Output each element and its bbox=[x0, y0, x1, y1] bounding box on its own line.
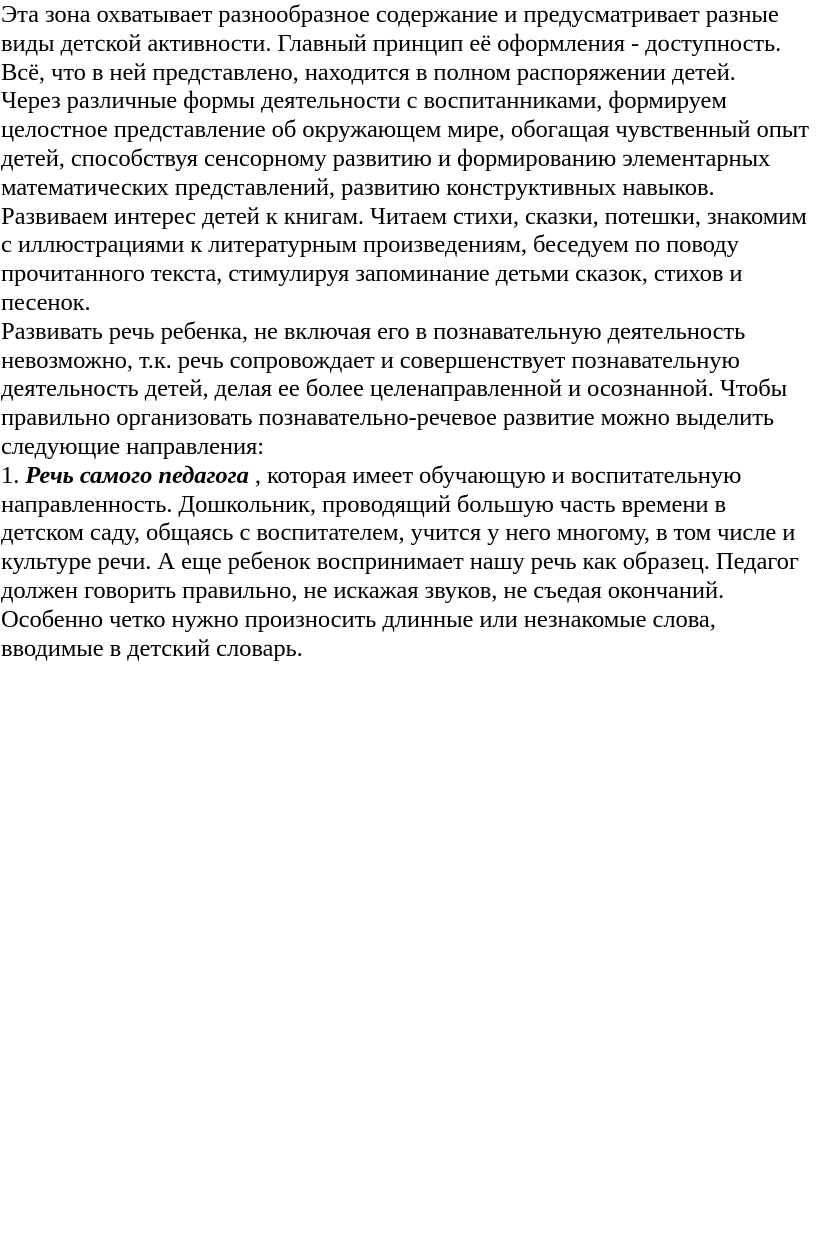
list-item-line: культуре речи. А еще ребенок воспринимает нашу речь как образец. Педагог bbox=[1, 548, 799, 576]
paragraph-2-line: Развивать речь ребенка, не включая его в познавательную деятельность bbox=[1, 317, 746, 345]
paragraph-2-line: невозможно, т.к. речь сопровождает и совершенствует познавательную bbox=[1, 346, 740, 374]
list-item-line: детском саду, общаясь с воспитателем, учится у него многому, в том числе и bbox=[1, 519, 796, 547]
list-number: 1. bbox=[1, 461, 26, 489]
paragraph-1-line: детей, способствуя сенсорному развитию и формированию элементарных bbox=[1, 144, 771, 172]
paragraph-1-line: с иллюстрациями к литературным произведениям, беседуем по поводу bbox=[1, 231, 739, 259]
list-item-line: должен говорить правильно, не искажая звуков, не съедая окончаний. bbox=[1, 576, 725, 604]
paragraph-1-line: Развиваем интерес детей к книгам. Читаем стихи, сказки, потешки, знакомим bbox=[1, 202, 807, 230]
paragraph-1-line: математических представлений, развитию конструктивных навыков. bbox=[1, 173, 715, 201]
numbered-item-first-line bbox=[1, 462, 813, 491]
paragraph-1-line: прочитанного текста, стимулируя запоминание детьми сказок, стихов и bbox=[1, 260, 743, 288]
paragraph-2-line: деятельность детей, делая ее более целенаправленной и осознанной. Чтобы bbox=[1, 375, 788, 403]
list-item-line: направленность. Дошкольник, проводящий большую часть времени в bbox=[1, 490, 727, 518]
paragraph-1-line: Эта зона охватывает разнообразное содержание и предусматривает разные bbox=[1, 1, 779, 28]
paragraph-1-line: Через различные формы деятельности с воспитанниками, формируем bbox=[1, 87, 727, 115]
paragraph-2-line: правильно организовать познавательно-речевое развитие можно выделить bbox=[1, 404, 775, 432]
paragraph-2-line: следующие направления: bbox=[1, 432, 264, 460]
paragraph-1-line: песенок. bbox=[1, 288, 91, 316]
emphasized-heading: Речь самого педагога bbox=[25, 461, 249, 489]
list-item-line: вводимые в детский словарь. bbox=[1, 634, 303, 662]
list-item-line: Особенно четко нужно произносить длинные или незнакомые слова, bbox=[1, 605, 716, 633]
document-text bbox=[1, 1, 813, 663]
list-item-first-line-text: , которая имеет обучающую и воспитательную bbox=[248, 461, 742, 489]
paragraph-1-line: Всё, что в ней представлено, находится в полном распоряжении детей. bbox=[1, 58, 736, 86]
paragraph-1-line: целостное представление об окружающем мире, обогащая чувственный опыт bbox=[1, 116, 809, 144]
paragraph-1-line: виды детской активности. Главный принцип её оформления - доступность. bbox=[1, 29, 782, 57]
